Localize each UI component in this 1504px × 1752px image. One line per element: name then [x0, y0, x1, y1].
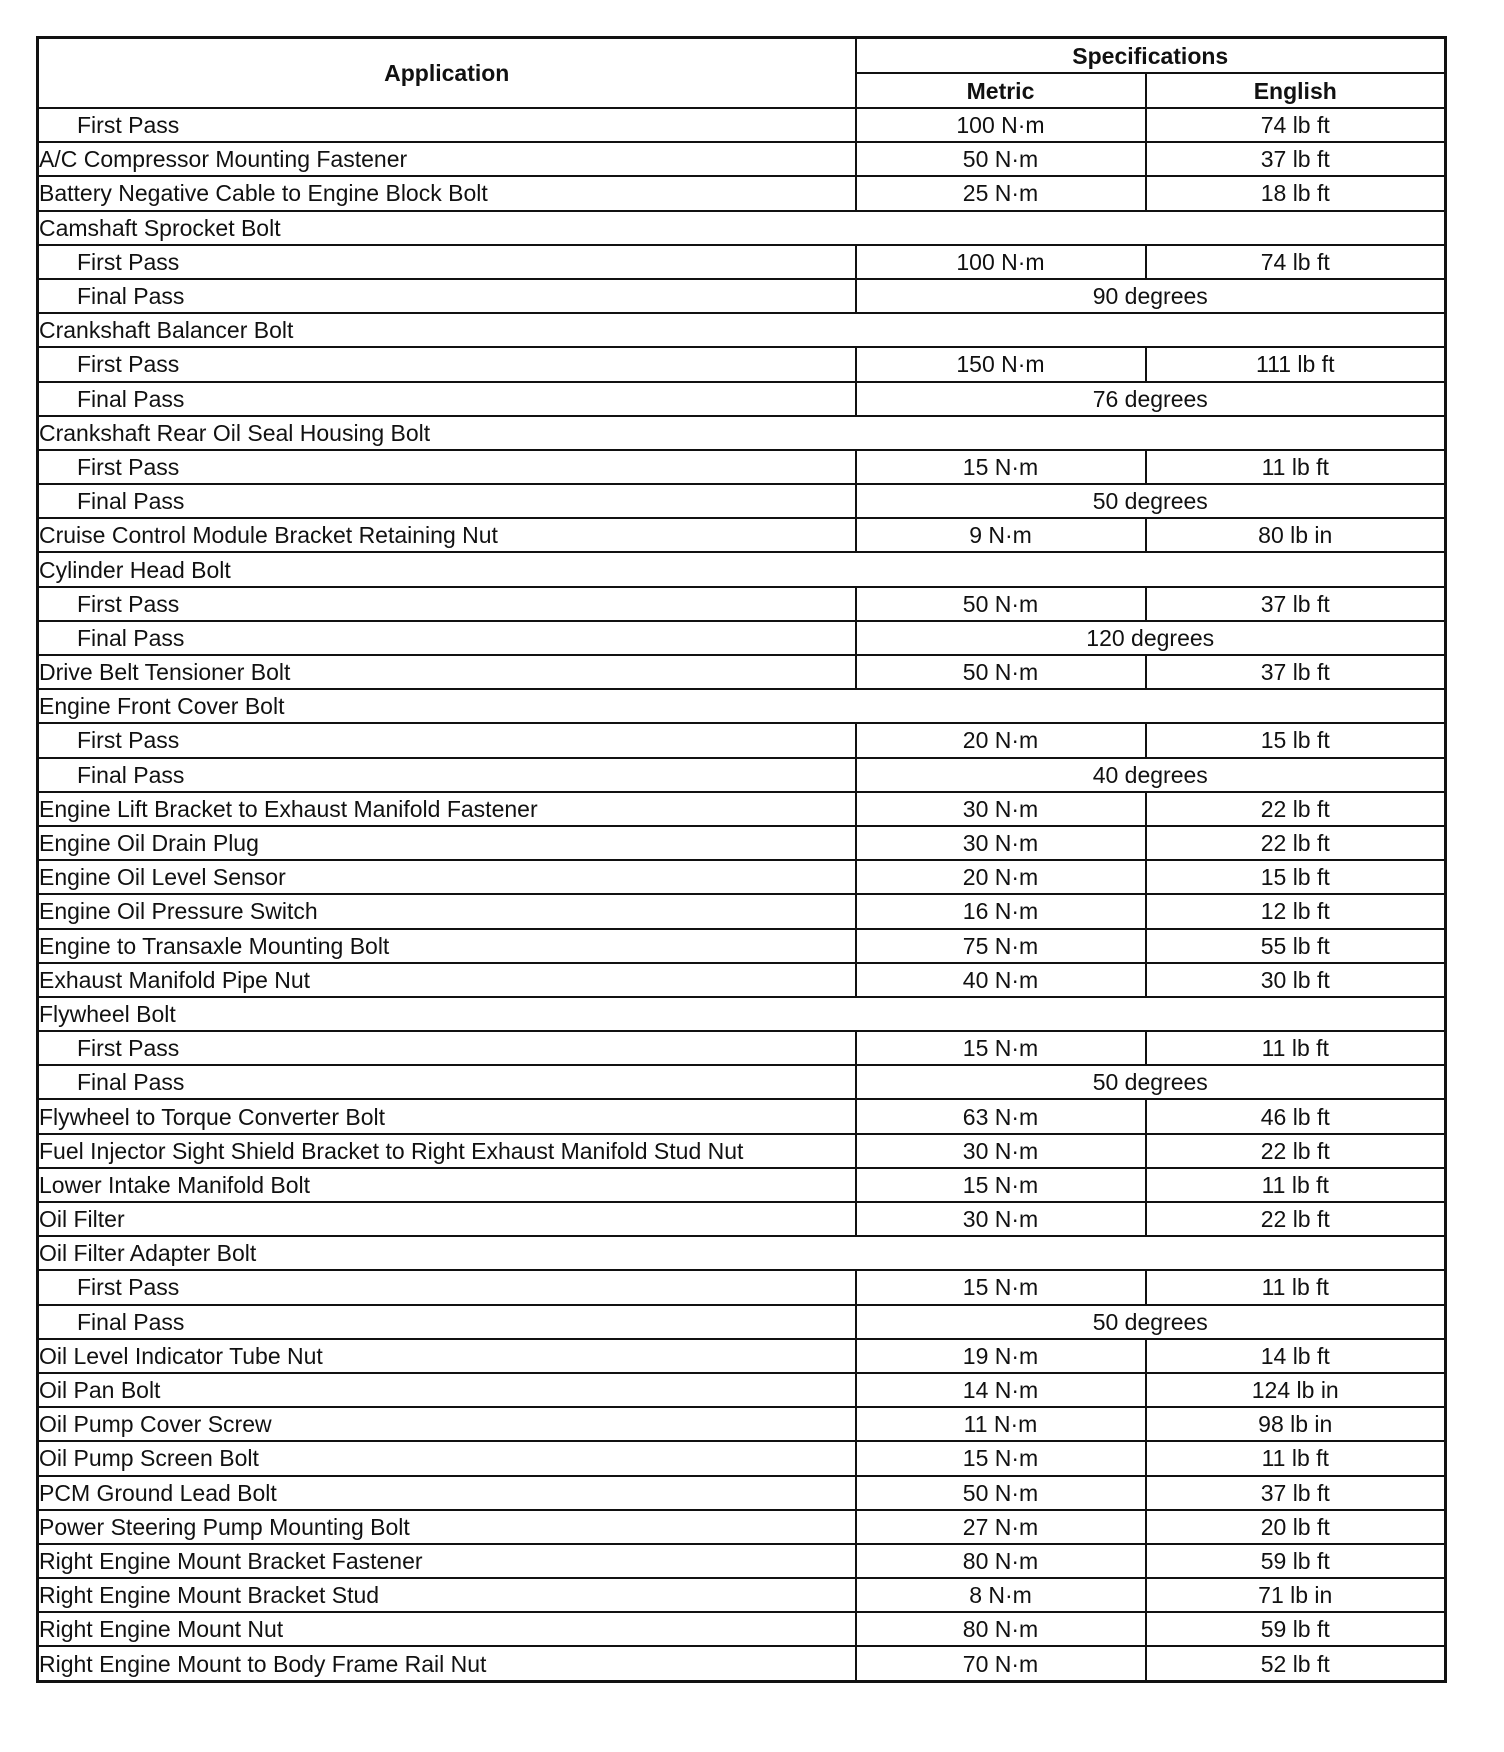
english-cell: 59 lb ft — [1146, 1544, 1446, 1578]
english-cell: 14 lb ft — [1146, 1339, 1446, 1373]
table-row — [38, 1407, 1446, 1441]
table-group-row — [38, 211, 1446, 245]
application-cell: Lower Intake Manifold Bolt — [38, 1168, 856, 1202]
english-cell: 74 lb ft — [1146, 108, 1446, 142]
english-cell: 11 lb ft — [1146, 1168, 1446, 1202]
english-cell: 30 lb ft — [1146, 963, 1446, 997]
empty-cell — [856, 1236, 1446, 1270]
table-row — [38, 176, 1446, 210]
application-cell: Engine Oil Drain Plug — [38, 826, 856, 860]
application-cell: First Pass — [38, 587, 856, 621]
application-cell: Oil Filter — [38, 1202, 856, 1236]
empty-cell — [856, 416, 1446, 450]
application-cell: PCM Ground Lead Bolt — [38, 1476, 856, 1510]
empty-cell — [856, 313, 1446, 347]
application-cell: Flywheel to Torque Converter Bolt — [38, 1099, 856, 1133]
metric-cell: 14 N·m — [856, 1373, 1146, 1407]
application-cell: Cylinder Head Bolt — [38, 552, 856, 586]
table-row — [38, 1202, 1446, 1236]
application-cell: Final Pass — [38, 758, 856, 792]
table-row — [38, 518, 1446, 552]
table-row — [38, 1099, 1446, 1133]
metric-cell: 30 N·m — [856, 792, 1146, 826]
application-cell: Right Engine Mount to Body Frame Rail Nut — [38, 1646, 856, 1681]
table-group-row — [38, 552, 1446, 586]
application-cell: Engine Oil Pressure Switch — [38, 894, 856, 928]
application-cell: Final Pass — [38, 621, 856, 655]
table-row — [38, 963, 1446, 997]
metric-cell: 40 N·m — [856, 963, 1146, 997]
application-cell: First Pass — [38, 347, 856, 381]
table-group-row — [38, 997, 1446, 1031]
application-cell: First Pass — [38, 108, 856, 142]
english-cell: 74 lb ft — [1146, 245, 1446, 279]
english-cell: 37 lb ft — [1146, 142, 1446, 176]
english-cell: 11 lb ft — [1146, 1441, 1446, 1475]
metric-cell: 16 N·m — [856, 894, 1146, 928]
application-cell: First Pass — [38, 723, 856, 757]
metric-cell: 8 N·m — [856, 1578, 1146, 1612]
application-cell: Fuel Injector Sight Shield Bracket to Right Exhaust Manifold Stud Nut — [38, 1134, 856, 1168]
application-cell: Oil Pan Bolt — [38, 1373, 856, 1407]
english-cell: 22 lb ft — [1146, 826, 1446, 860]
application-cell: Final Pass — [38, 1305, 856, 1339]
application-column-header: Application — [38, 38, 856, 109]
metric-cell: 63 N·m — [856, 1099, 1146, 1133]
empty-cell — [856, 211, 1446, 245]
english-cell: 11 lb ft — [1146, 1270, 1446, 1304]
metric-cell: 19 N·m — [856, 1339, 1146, 1373]
english-cell: 59 lb ft — [1146, 1612, 1446, 1646]
english-cell: 20 lb ft — [1146, 1510, 1446, 1544]
metric-column-header: Metric — [856, 73, 1146, 108]
english-cell: 15 lb ft — [1146, 723, 1446, 757]
table-row — [38, 1510, 1446, 1544]
metric-cell: 50 N·m — [856, 142, 1146, 176]
table-row — [38, 1134, 1446, 1168]
table-row — [38, 723, 1446, 757]
metric-cell: 50 N·m — [856, 655, 1146, 689]
empty-cell — [856, 997, 1446, 1031]
table-row — [38, 484, 1446, 518]
english-column-header: English — [1146, 73, 1446, 108]
table-row — [38, 1339, 1446, 1373]
specification-span-cell: 40 degrees — [856, 758, 1446, 792]
english-cell: 11 lb ft — [1146, 1031, 1446, 1065]
application-cell: First Pass — [38, 245, 856, 279]
table-row — [38, 1476, 1446, 1510]
metric-cell: 80 N·m — [856, 1612, 1146, 1646]
table-body — [38, 108, 1446, 1681]
metric-cell: 15 N·m — [856, 450, 1146, 484]
table-row — [38, 450, 1446, 484]
application-cell: Flywheel Bolt — [38, 997, 856, 1031]
metric-cell: 100 N·m — [856, 108, 1146, 142]
application-cell: Camshaft Sprocket Bolt — [38, 211, 856, 245]
metric-cell: 15 N·m — [856, 1031, 1146, 1065]
metric-cell: 11 N·m — [856, 1407, 1146, 1441]
metric-cell: 20 N·m — [856, 860, 1146, 894]
application-cell: Exhaust Manifold Pipe Nut — [38, 963, 856, 997]
english-cell: 124 lb in — [1146, 1373, 1446, 1407]
english-cell: 55 lb ft — [1146, 929, 1446, 963]
application-cell: Engine Front Cover Bolt — [38, 689, 856, 723]
table-row — [38, 279, 1446, 313]
application-cell: Cruise Control Module Bracket Retaining Nut — [38, 518, 856, 552]
table-row — [38, 1031, 1446, 1065]
application-cell: Right Engine Mount Nut — [38, 1612, 856, 1646]
table-row — [38, 1441, 1446, 1475]
empty-cell — [856, 689, 1446, 723]
table-row — [38, 1544, 1446, 1578]
metric-cell: 50 N·m — [856, 1476, 1146, 1510]
table-row — [38, 894, 1446, 928]
english-cell: 80 lb in — [1146, 518, 1446, 552]
english-cell: 18 lb ft — [1146, 176, 1446, 210]
table-row — [38, 587, 1446, 621]
application-cell: Oil Pump Screen Bolt — [38, 1441, 856, 1475]
english-cell: 22 lb ft — [1146, 792, 1446, 826]
table-row — [38, 1373, 1446, 1407]
application-cell: Engine Lift Bracket to Exhaust Manifold Fastener — [38, 792, 856, 826]
application-cell: Final Pass — [38, 1065, 856, 1099]
english-cell: 37 lb ft — [1146, 1476, 1446, 1510]
table-row — [38, 1065, 1446, 1099]
metric-cell: 150 N·m — [856, 347, 1146, 381]
application-cell: First Pass — [38, 450, 856, 484]
specification-span-cell: 90 degrees — [856, 279, 1446, 313]
english-cell: 71 lb in — [1146, 1578, 1446, 1612]
table-row — [38, 1168, 1446, 1202]
application-cell: Oil Pump Cover Screw — [38, 1407, 856, 1441]
application-cell: Right Engine Mount Bracket Fastener — [38, 1544, 856, 1578]
table-row — [38, 655, 1446, 689]
english-cell: 37 lb ft — [1146, 587, 1446, 621]
application-cell: Engine to Transaxle Mounting Bolt — [38, 929, 856, 963]
specification-span-cell: 50 degrees — [856, 1065, 1446, 1099]
metric-cell: 9 N·m — [856, 518, 1146, 552]
metric-cell: 15 N·m — [856, 1441, 1146, 1475]
table-row — [38, 758, 1446, 792]
table-row — [38, 1270, 1446, 1304]
torque-specifications-table — [36, 36, 1447, 1683]
table-group-row — [38, 416, 1446, 450]
table-row — [38, 245, 1446, 279]
application-cell: Final Pass — [38, 279, 856, 313]
table-row — [38, 1578, 1446, 1612]
application-cell: Drive Belt Tensioner Bolt — [38, 655, 856, 689]
metric-cell: 30 N·m — [856, 1202, 1146, 1236]
english-cell: 37 lb ft — [1146, 655, 1446, 689]
metric-cell: 25 N·m — [856, 176, 1146, 210]
specification-span-cell: 50 degrees — [856, 484, 1446, 518]
table-group-row — [38, 689, 1446, 723]
table-row — [38, 929, 1446, 963]
english-cell: 12 lb ft — [1146, 894, 1446, 928]
table-row — [38, 621, 1446, 655]
metric-cell: 30 N·m — [856, 1134, 1146, 1168]
metric-cell: 75 N·m — [856, 929, 1146, 963]
application-cell: First Pass — [38, 1031, 856, 1065]
application-cell: First Pass — [38, 1270, 856, 1304]
metric-cell: 70 N·m — [856, 1646, 1146, 1681]
english-cell: 11 lb ft — [1146, 450, 1446, 484]
application-cell: Crankshaft Balancer Bolt — [38, 313, 856, 347]
metric-cell: 80 N·m — [856, 1544, 1146, 1578]
metric-cell: 50 N·m — [856, 587, 1146, 621]
specifications-column-header: Specifications — [856, 38, 1446, 74]
table-row — [38, 860, 1446, 894]
application-cell: Right Engine Mount Bracket Stud — [38, 1578, 856, 1612]
empty-cell — [856, 552, 1446, 586]
table-row — [38, 108, 1446, 142]
table-group-row — [38, 313, 1446, 347]
table-row — [38, 826, 1446, 860]
application-cell: Crankshaft Rear Oil Seal Housing Bolt — [38, 416, 856, 450]
english-cell: 111 lb ft — [1146, 347, 1446, 381]
metric-cell: 30 N·m — [856, 826, 1146, 860]
specification-span-cell: 76 degrees — [856, 382, 1446, 416]
application-cell: Power Steering Pump Mounting Bolt — [38, 1510, 856, 1544]
table-row — [38, 382, 1446, 416]
metric-cell: 27 N·m — [856, 1510, 1146, 1544]
application-cell: Oil Level Indicator Tube Nut — [38, 1339, 856, 1373]
metric-cell: 15 N·m — [856, 1270, 1146, 1304]
table-row — [38, 347, 1446, 381]
application-cell: Engine Oil Level Sensor — [38, 860, 856, 894]
application-cell: Final Pass — [38, 382, 856, 416]
table-group-row — [38, 1236, 1446, 1270]
table-row — [38, 1612, 1446, 1646]
table-row — [38, 1646, 1446, 1681]
table-row — [38, 142, 1446, 176]
english-cell: 52 lb ft — [1146, 1646, 1446, 1681]
application-cell: Oil Filter Adapter Bolt — [38, 1236, 856, 1270]
metric-cell: 15 N·m — [856, 1168, 1146, 1202]
application-cell: Final Pass — [38, 484, 856, 518]
table-row — [38, 792, 1446, 826]
specification-span-cell: 120 degrees — [856, 621, 1446, 655]
specification-span-cell: 50 degrees — [856, 1305, 1446, 1339]
table-row — [38, 1305, 1446, 1339]
english-cell: 22 lb ft — [1146, 1202, 1446, 1236]
application-cell: A/C Compressor Mounting Fastener — [38, 142, 856, 176]
metric-cell: 20 N·m — [856, 723, 1146, 757]
table-header — [38, 38, 1446, 109]
english-cell: 22 lb ft — [1146, 1134, 1446, 1168]
english-cell: 46 lb ft — [1146, 1099, 1446, 1133]
application-cell: Battery Negative Cable to Engine Block Bolt — [38, 176, 856, 210]
metric-cell: 100 N·m — [856, 245, 1146, 279]
english-cell: 15 lb ft — [1146, 860, 1446, 894]
english-cell: 98 lb in — [1146, 1407, 1446, 1441]
